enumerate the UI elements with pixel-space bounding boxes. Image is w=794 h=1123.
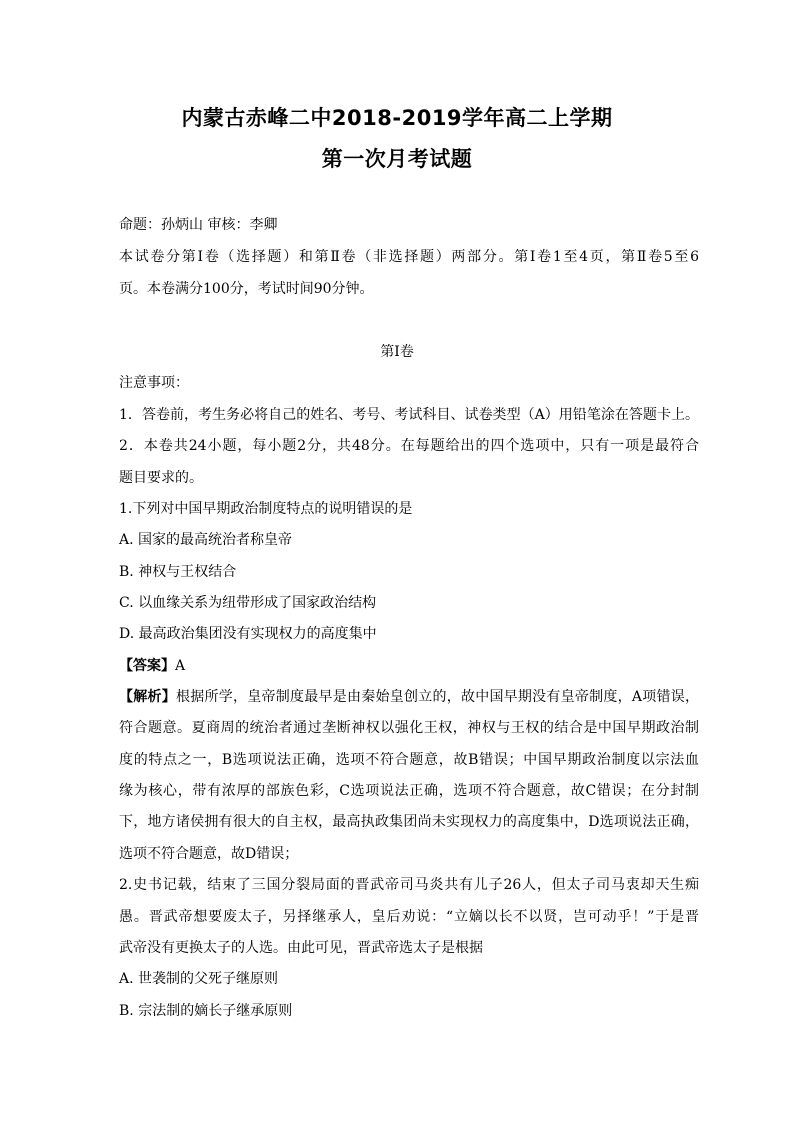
analysis-text: 根据所学，皇帝制度最早是由秦始皇创立的，故中国早期没有皇帝制度，A项错误， [176,689,700,705]
analysis-text: 符合题意。夏商周的统治者通过垄断神权以强化王权，神权与王权的结合是中国早期政治制 [119,720,699,736]
question-2-stem: 2.史书记载，结束了三国分裂局面的晋武帝司马炎共有儿子26人，但太子司马衷却天生痴 [119,877,699,893]
analysis-text: 度的特点之一，B选项说法正确，选项不符合题意，故B错误；中国早期政治制度以宗法血 [119,752,699,768]
analysis-label: 【解析】 [119,689,176,705]
question-2-option-b: B. 宗法制的嫡长子继承原则 [119,1003,293,1019]
question-2-stem-cont: 武帝没有更换太子的人选。由此可见，晋武帝选太子是根据 [119,940,483,956]
answer-label: 【答案】 [119,658,175,674]
question-2-stem-cont: 愚。晋武帝想要废太子，另择继承人，皇后劝说：“立嫡以长不以贤，岂可动乎！”于是晋 [119,909,699,925]
question-1-option-b: B. 神权与王权结合 [119,564,237,580]
question-1-option-d: D. 最高政治集团没有实现权力的高度集中 [119,626,377,642]
analysis-text: 缘为核心，带有浓厚的部族色彩，C选项说法正确，选项不符合题意，故C错误；在分封制 [119,783,699,799]
authors-line: 命题：孙炳山 审核：李卿 [119,217,278,233]
exam-subtitle: 第一次月考试题 [321,147,473,171]
question-1-stem: 1.下列对中国早期政治制度特点的说明错误的是 [119,501,413,517]
note-2-cont: 题目要求的。 [119,470,203,486]
analysis-text: 选项不符合题意，故D错误； [119,846,299,862]
note-2: 2．本卷共24小题，每小题2分，共48分。在每题给出的四个选项中，只有一项是最符合 [119,438,699,454]
analysis-text: 下，地方诸侯拥有很大的自主权，最高执政集团尚未实现权力的高度集中，D选项说法正确， [119,814,699,830]
question-1-option-c: C. 以血缘关系为纽带形成了国家政治结构 [119,595,377,611]
question-1-option-a: A. 国家的最高统治者称皇帝 [119,532,293,548]
note-1: 1．答卷前，考生务必将自己的姓名、考号、考试科目、试卷类型（A）用铅笔涂在答题卡上。 [119,407,699,423]
question-2-option-a: A. 世袭制的父死子继原则 [119,971,279,987]
answer-value: A [175,658,186,674]
exam-title: 内蒙古赤峰二中2018-2019学年高二上学期 [181,106,613,130]
answer-line [119,656,699,676]
analysis-line [119,687,699,707]
exam-description-cont: 页。本卷满分100分，考试时间90分钟。 [119,281,374,297]
exam-description: 本试卷分第Ⅰ卷（选择题）和第Ⅱ卷（非选择题）两部分。第Ⅰ卷1至4页，第Ⅱ卷5至6 [119,249,699,265]
section-heading: 第Ⅰ卷 [380,344,414,360]
notes-title: 注意事项： [119,375,189,391]
